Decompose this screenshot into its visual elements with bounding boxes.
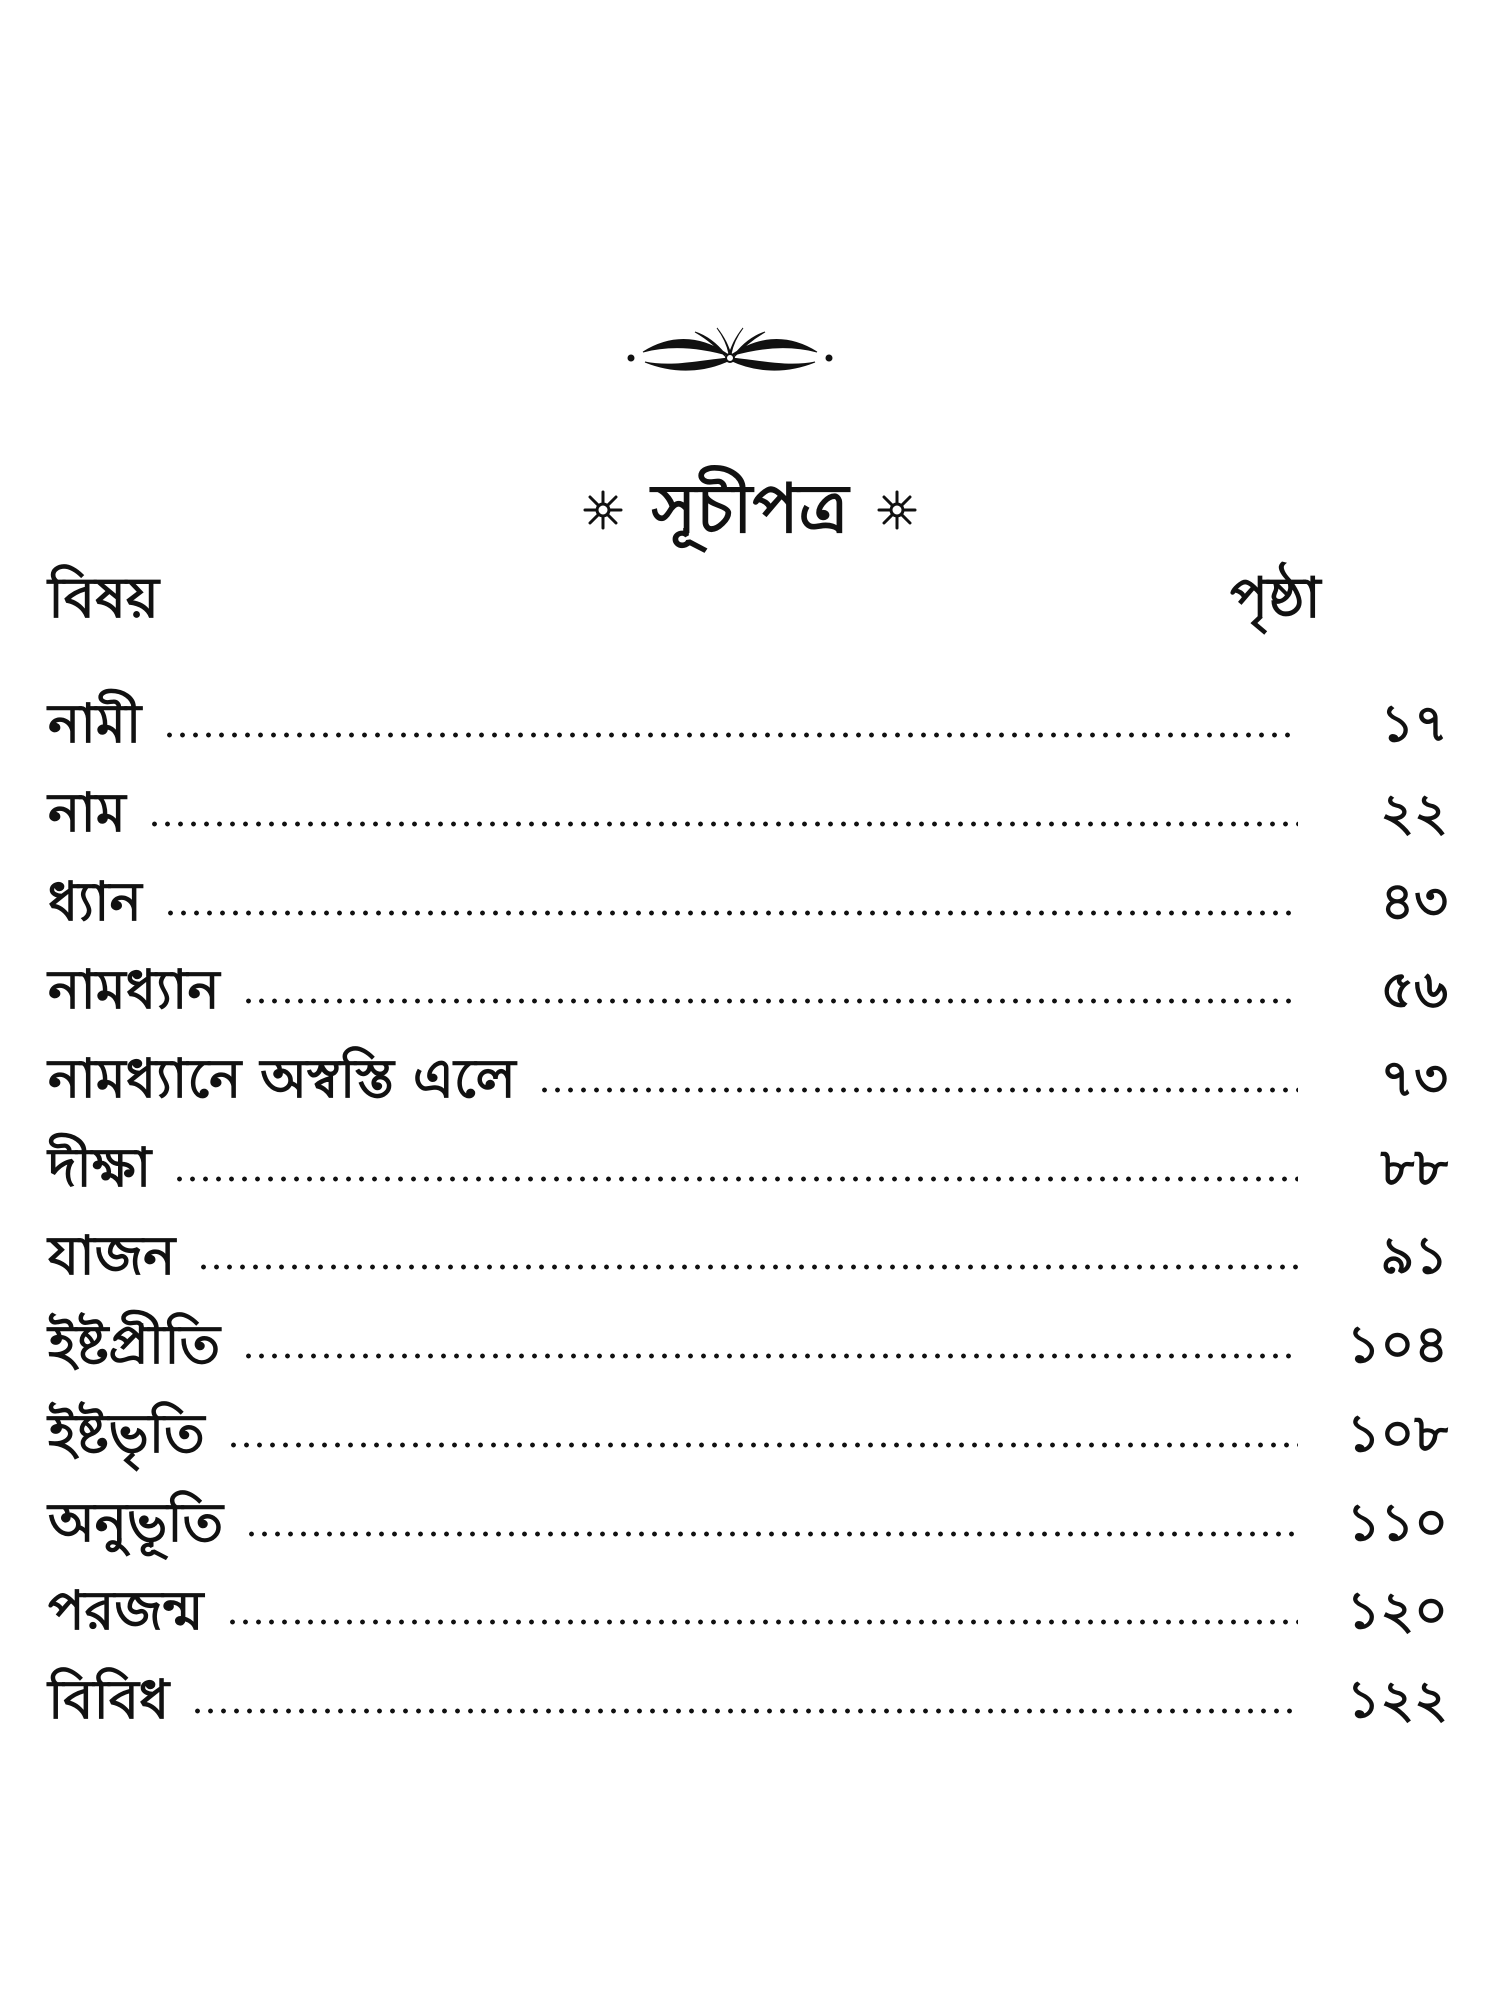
entry-page-number: ২২ bbox=[1380, 783, 1448, 844]
dot-leader bbox=[197, 1264, 1298, 1270]
entry-title: ইষ্টপ্রীতি bbox=[48, 1313, 221, 1377]
entry-page-number: ৮৮ bbox=[1380, 1137, 1448, 1198]
entry-page-number: ৯১ bbox=[1380, 1226, 1448, 1287]
entry-title: নামধ্যান bbox=[48, 958, 220, 1022]
page-title: সূচীপত্র bbox=[651, 470, 849, 549]
entry-page-number: ৫৬ bbox=[1380, 960, 1448, 1021]
dot-leader bbox=[226, 1619, 1298, 1625]
asterisk-flower-icon bbox=[875, 488, 919, 532]
entry-page-number: ১১০ bbox=[1346, 1492, 1448, 1553]
entry-title: অনুভূতি bbox=[48, 1490, 224, 1554]
scroll-ornament-icon bbox=[625, 318, 835, 388]
entry-title: বিবিধ bbox=[48, 1667, 170, 1731]
entry-title: পরজন্ম bbox=[48, 1579, 204, 1643]
dot-leader bbox=[164, 910, 1298, 916]
toc-entry bbox=[48, 769, 1448, 858]
entry-title: ইষ্টভৃতি bbox=[48, 1401, 205, 1465]
entry-page-number: ১৭ bbox=[1380, 694, 1448, 755]
toc-entry bbox=[48, 1567, 1448, 1656]
dot-leader bbox=[173, 1176, 1298, 1182]
toc-entry bbox=[48, 857, 1448, 946]
dot-leader bbox=[148, 821, 1298, 827]
page-header: পৃষ্ঠা bbox=[1230, 566, 1321, 631]
dot-leader bbox=[538, 1087, 1298, 1093]
entry-page-number: ৭৩ bbox=[1380, 1049, 1448, 1110]
toc-entry bbox=[48, 1035, 1448, 1124]
toc-entry bbox=[48, 1123, 1448, 1212]
dot-leader bbox=[163, 732, 1298, 738]
dot-leader bbox=[242, 998, 1298, 1004]
entry-title: নামী bbox=[48, 692, 142, 756]
entry-title: দীক্ষা bbox=[48, 1135, 152, 1199]
entry-title: নাম bbox=[48, 781, 126, 845]
entry-page-number: ১০৪ bbox=[1346, 1315, 1448, 1376]
entry-title: নামধ্যানে অস্বস্তি এলে bbox=[48, 1047, 516, 1111]
asterisk-flower-icon bbox=[581, 488, 625, 532]
entry-page-number: ১০৮ bbox=[1346, 1403, 1448, 1464]
toc-entry bbox=[48, 1656, 1448, 1745]
entry-title: যাজন bbox=[48, 1224, 176, 1288]
toc-entry bbox=[48, 1390, 1448, 1479]
title-row bbox=[0, 455, 1500, 565]
toc-entry bbox=[48, 1301, 1448, 1390]
dot-leader bbox=[245, 1531, 1298, 1537]
entry-page-number: ১২০ bbox=[1346, 1581, 1448, 1642]
toc-list bbox=[48, 680, 1448, 1744]
entry-page-number: ৪৩ bbox=[1380, 871, 1448, 932]
topic-header: বিষয় bbox=[48, 566, 160, 631]
toc-entry bbox=[48, 1478, 1448, 1567]
entry-title: ধ্যান bbox=[48, 869, 142, 933]
dot-leader bbox=[227, 1442, 1298, 1448]
entry-page-number: ১২২ bbox=[1346, 1669, 1448, 1730]
toc-entry bbox=[48, 946, 1448, 1035]
dot-leader bbox=[191, 1708, 1298, 1714]
dot-leader bbox=[242, 1353, 1298, 1359]
toc-entry bbox=[48, 680, 1448, 769]
toc-entry bbox=[48, 1212, 1448, 1301]
